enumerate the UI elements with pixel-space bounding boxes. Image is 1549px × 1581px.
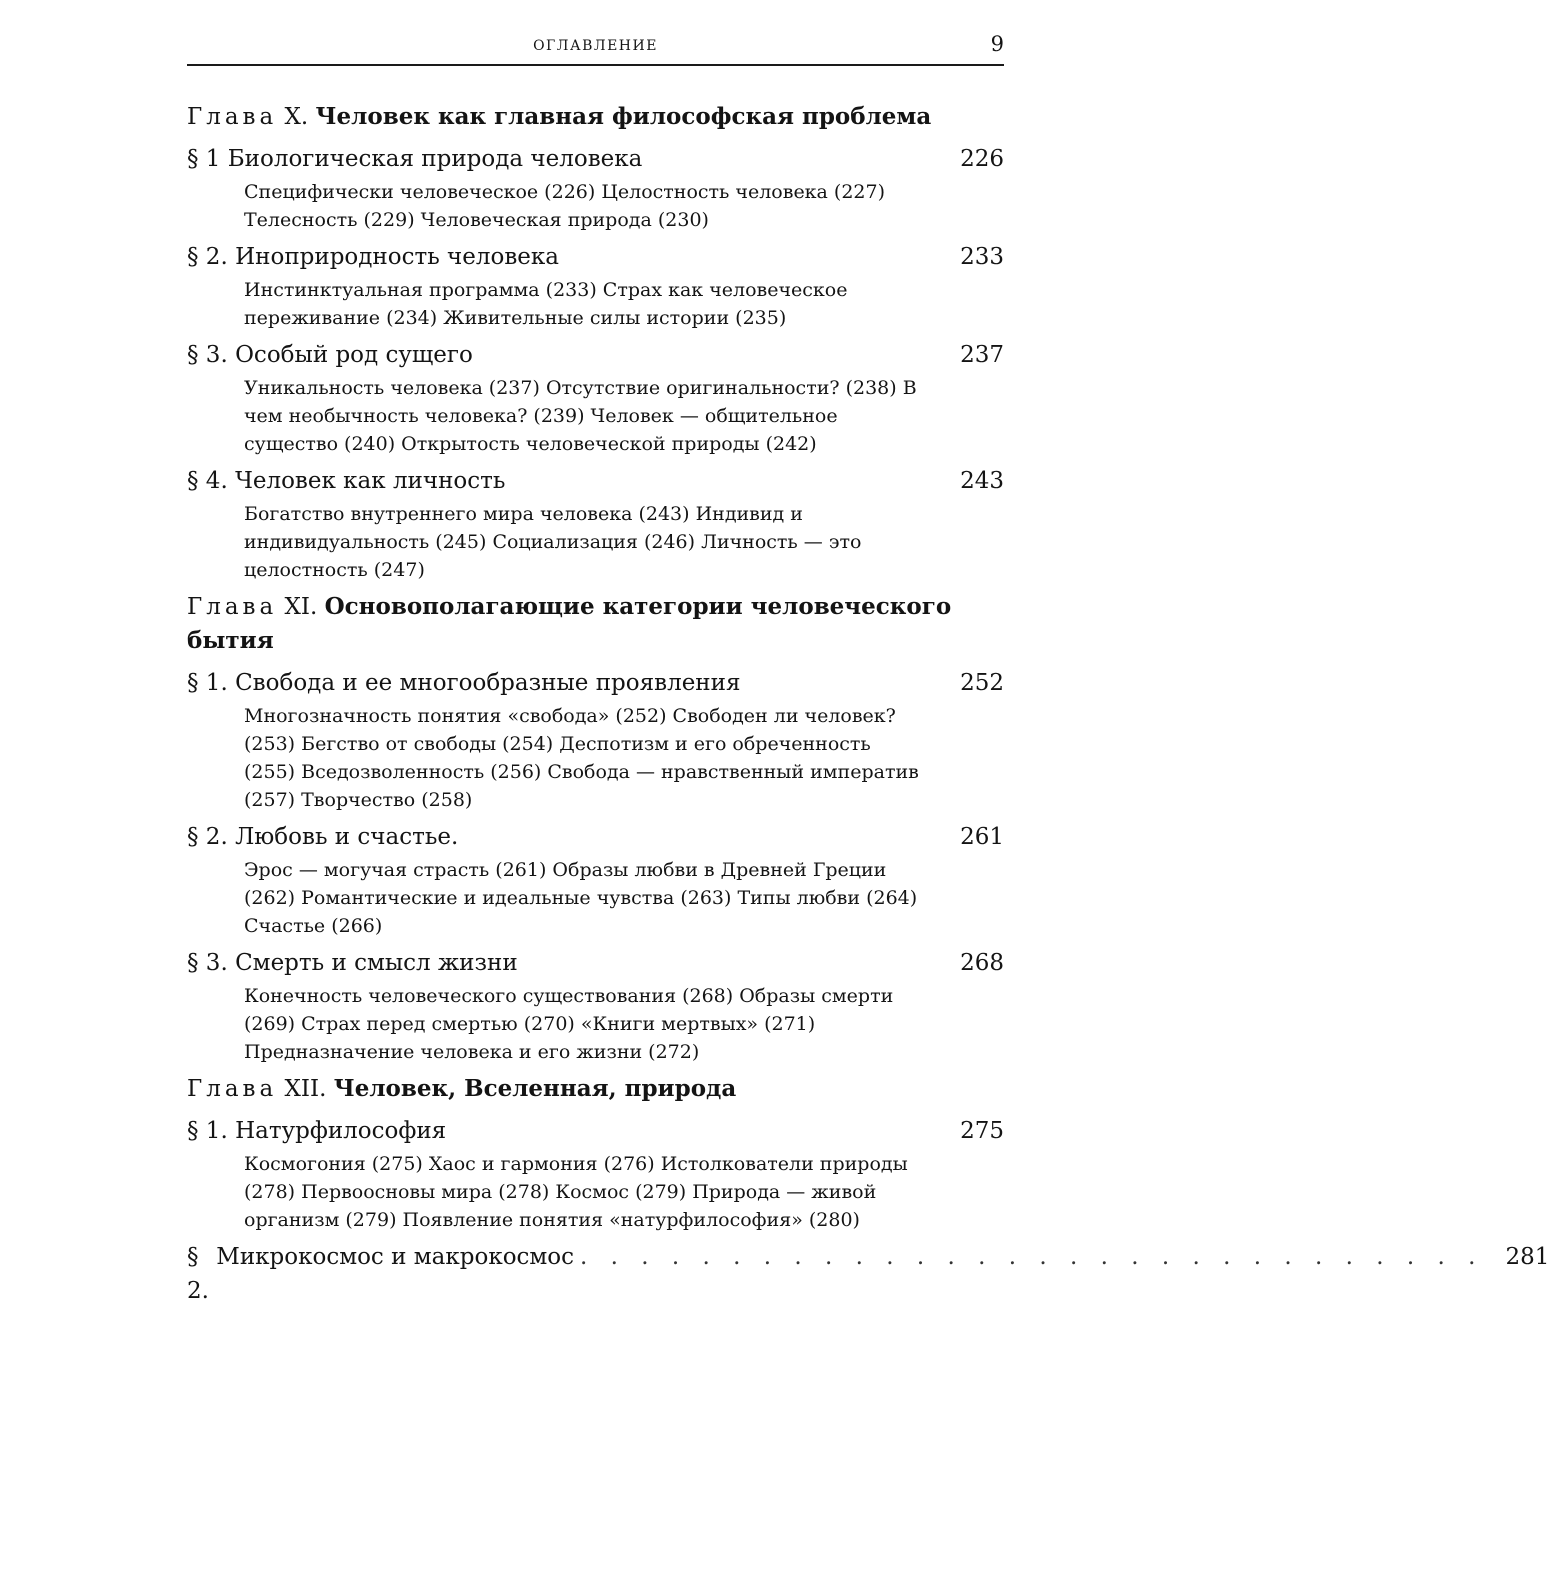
section-subtopics: Космогония (275) Хаос и гармония (276) Истолкователи природы (278) Первоосновы мира (278) Космос (279) Природа — живой организм (279) Появление понятия «натурфилософия» (280) (244, 1153, 908, 1231)
section-page: 275 (960, 1118, 1004, 1144)
toc-entry (187, 820, 1004, 940)
chapter-heading (187, 100, 1004, 134)
section-line[interactable] (187, 946, 1004, 980)
section-title: Биологическая природа человека (227, 146, 643, 172)
section-marker: § 2. (187, 824, 228, 850)
table-of-contents (187, 100, 1549, 1314)
section-subtopics: Конечность человеческого существования (268) Образы смерти (269) Страх перед смертью (270) «Книги мертвых» (271) Предназначение человека и его жизни (272) (244, 985, 894, 1063)
section-subtopics: Инстинктуальная программа (233) Страх как человеческое переживание (234) Живительные силы истории (235) (244, 279, 848, 329)
section-line[interactable] (187, 1240, 1549, 1308)
chapter-title: Человек, Вселенная, природа (333, 1075, 737, 1102)
section-subtopics: Богатство внутреннего мира человека (243) Индивид и индивидуальность (245) Социализация (246) Личность — это целостность (247) (244, 503, 862, 581)
running-title: ОГЛАВЛЕНИЕ (533, 38, 658, 54)
section-page: 243 (960, 468, 1004, 494)
section-subtopics: Многозначность понятия «свобода» (252) Свободен ли человек? (253) Бегство от свободы (254) Деспотизм и его обреченность (255) Вседозволенность (256) Свобода — нравственный императив (257) Творчество (258) (244, 705, 919, 811)
section-subtopics: Эрос — могучая страсть (261) Образы любви в Древней Греции (262) Романтические и идеальные чувства (263) Типы любви (264) Счастье (266) (244, 859, 918, 937)
section-title: Микрокосмос и макрокосмос (216, 1244, 575, 1270)
section-subtopics: Специфически человеческое (226) Целостность человека (227) Телесность (229) Человеческая природа (230) (244, 181, 886, 231)
section-marker: § 3. (187, 342, 228, 368)
section-page: 226 (960, 146, 1004, 172)
page-header (187, 30, 1004, 66)
page-number: 9 (990, 32, 1004, 56)
chapter-heading (187, 590, 1004, 658)
toc-entry (187, 338, 1004, 458)
section-line[interactable] (187, 464, 1004, 498)
section-marker: § 1 (187, 146, 221, 172)
section-title: Свобода и ее многообразные проявления (235, 670, 741, 696)
toc-entry (187, 464, 1004, 584)
section-page: 268 (960, 950, 1004, 976)
toc-entry (187, 666, 1004, 814)
section-subtopics: Уникальность человека (237) Отсутствие оригинальности? (238) В чем необычность человека? (239) Человек — общительное существо (240) Открытость человеческой природы (242) (244, 377, 917, 455)
chapter-label: Глава (187, 1076, 278, 1102)
chapter-number: XII. (284, 1076, 327, 1102)
section-marker: § 2. (187, 1244, 209, 1304)
section-title: Иноприродность человека (235, 244, 559, 270)
section-title: Смерть и смысл жизни (235, 950, 518, 976)
toc-entry (187, 240, 1004, 332)
section-line[interactable] (187, 338, 1004, 372)
section-marker: § 1. (187, 670, 228, 696)
chapter-title: Основополагающие категории человеческого бытия (187, 593, 952, 654)
section-page: 252 (960, 670, 1004, 696)
chapter-label: Глава (187, 104, 278, 130)
dot-leader: . . . . . . . . . . . . . . . . . . . . . . . . . . . . . . (580, 1244, 1484, 1270)
section-line[interactable] (187, 142, 1004, 176)
toc-entry (187, 1114, 1004, 1234)
section-page: 233 (960, 244, 1004, 270)
section-line[interactable] (187, 240, 1004, 274)
section-line[interactable] (187, 820, 1004, 854)
section-marker: § 3. (187, 950, 228, 976)
section-title: Особый род сущего (235, 342, 473, 368)
chapter-heading (187, 1072, 1004, 1106)
chapter-label: Глава (187, 594, 278, 620)
section-title: Любовь и счастье. (235, 824, 459, 850)
toc-entry (187, 1240, 1549, 1308)
section-title: Натурфилософия (235, 1118, 447, 1144)
section-title: Человек как личность (235, 468, 506, 494)
section-line[interactable] (187, 666, 1004, 700)
section-line[interactable] (187, 1114, 1004, 1148)
chapter-number: X. (284, 104, 309, 130)
section-page: 281 (1505, 1244, 1549, 1270)
chapter-title: Человек как главная философская проблема (315, 103, 932, 130)
section-page: 237 (960, 342, 1004, 368)
section-marker: § 1. (187, 1118, 228, 1144)
toc-entry (187, 142, 1004, 234)
section-marker: § 2. (187, 244, 228, 270)
section-marker: § 4. (187, 468, 228, 494)
section-page: 261 (960, 824, 1004, 850)
chapter-number: XI. (284, 594, 318, 620)
toc-entry (187, 946, 1004, 1066)
